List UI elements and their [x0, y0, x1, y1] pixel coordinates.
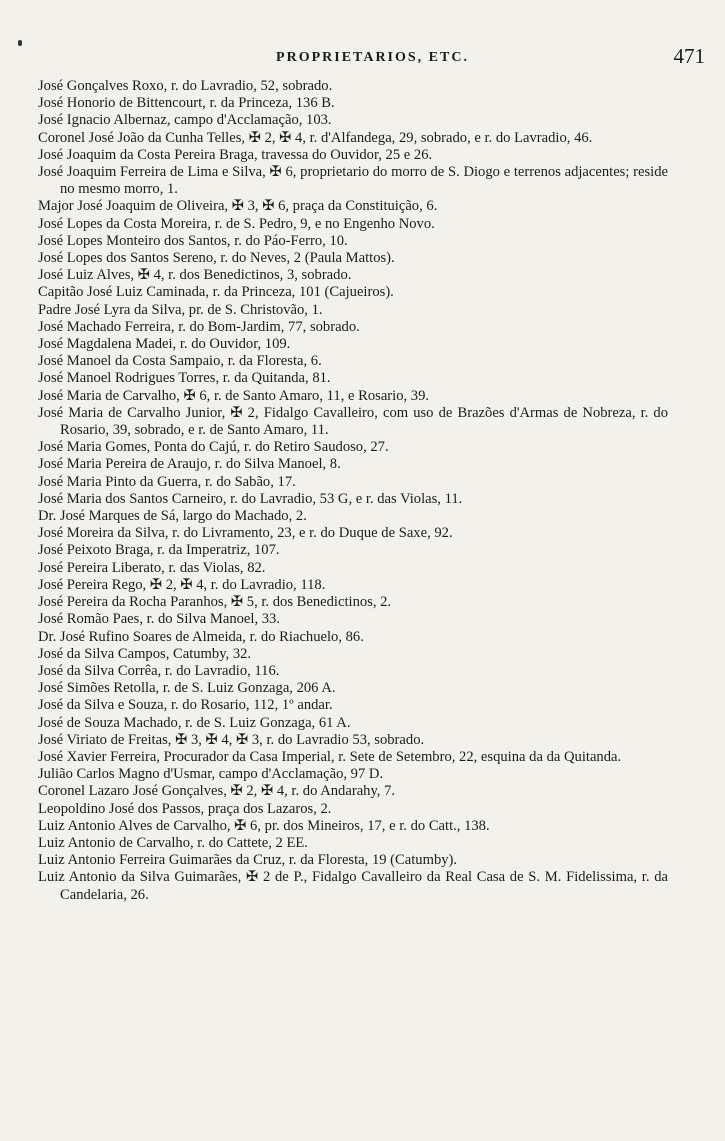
- directory-entry: José Manoel da Costa Sampaio, r. da Floresta, 6.: [38, 353, 322, 370]
- directory-entry: Luiz Antonio Ferreira Guimarães da Cruz, r. da Floresta, 19 (Catumby).: [38, 852, 458, 869]
- directory-entry: Dr. José Marques de Sá, largo do Machado, 2.: [38, 508, 307, 525]
- directory-entry: Major José Joaquim de Oliveira, ✠ 3, ✠ 6, praça da Constituição, 6.: [38, 198, 438, 215]
- directory-entry: Julião Carlos Magno d'Usmar, campo d'Acclamação, 97 D.: [38, 766, 384, 783]
- directory-entry: José Joaquim da Costa Pereira Braga, travessa do Ouvidor, 25 e 26.: [38, 146, 433, 163]
- directory-entry: Luiz Antonio de Carvalho, r. do Cattete, 2 EE.: [38, 834, 308, 851]
- directory-entry: José Pereira Rego, ✠ 2, ✠ 4, r. do Lavradio, 118.: [38, 576, 326, 593]
- directory-entry: Dr. José Rufino Soares de Almeida, r. do Riachuelo, 86.: [38, 628, 364, 645]
- directory-entry: José Pereira da Rocha Paranhos, ✠ 5, r. dos Benedictinos, 2.: [38, 594, 392, 611]
- directory-entry: José Lopes da Costa Moreira, r. de S. Pedro, 9, e no Engenho Novo.: [38, 215, 435, 232]
- directory-entry: José da Silva e Souza, r. do Rosario, 112, 1º andar.: [38, 697, 333, 714]
- directory-entry: José da Silva Campos, Catumby, 32.: [38, 645, 252, 662]
- directory-entry: José da Silva Corrêa, r. do Lavradio, 116.: [38, 662, 280, 679]
- page-header: [40, 44, 705, 74]
- directory-entry: José Honorio de Bittencourt, r. da Princeza, 136 B.: [38, 95, 335, 112]
- directory-entry: José Pereira Liberato, r. das Violas, 82.: [38, 559, 266, 576]
- directory-entry: José Manoel Rodrigues Torres, r. da Quitanda, 81.: [38, 370, 331, 387]
- directory-entry: José Gonçalves Roxo, r. do Lavradio, 52, sobrado.: [38, 78, 333, 94]
- directory-entry: José Luiz Alves, ✠ 4, r. dos Benedictinos, 3, sobrado.: [38, 267, 352, 284]
- directory-entries: [38, 78, 668, 904]
- directory-entry: José Simões Retolla, r. de S. Luiz Gonzaga, 206 A.: [38, 680, 336, 697]
- directory-entry: José Maria Pinto da Guerra, r. do Sabão, 17.: [38, 473, 296, 490]
- directory-entry: José Viriato de Freitas, ✠ 3, ✠ 4, ✠ 3, r. do Lavradio 53, sobrado.: [38, 731, 425, 748]
- directory-entry: Capitão José Luiz Caminada, r. da Princeza, 101 (Cajueiros).: [38, 284, 394, 301]
- directory-entry: José Xavier Ferreira, Procurador da Casa Imperial, r. Sete de Setembro, 22, esquina da da Quitanda.: [38, 748, 622, 765]
- directory-entry: Coronel Lazaro José Gonçalves, ✠ 2, ✠ 4, r. do Andarahy, 7.: [38, 783, 396, 800]
- directory-entry: José Joaquim Ferreira de Lima e Silva, ✠ 6, proprietario do morro de S. Diogo e terrenos adjacentes; reside no mesmo morro, 1.: [38, 164, 668, 198]
- directory-entry: José de Souza Machado, r. de S. Luiz Gonzaga, 61 A.: [38, 714, 351, 731]
- ink-speck: [18, 40, 22, 46]
- directory-entry: José Machado Ferreira, r. do Bom-Jardim, 77, sobrado.: [38, 318, 360, 335]
- directory-entry: José Lopes dos Santos Sereno, r. do Neves, 2 (Paula Mattos).: [38, 250, 395, 267]
- directory-entry: José Maria dos Santos Carneiro, r. do Lavradio, 53 G, e r. das Violas, 11.: [38, 490, 463, 507]
- directory-entry: José Maria de Carvalho, ✠ 6, r. de Santo Amaro, 11, e Rosario, 39.: [38, 387, 430, 404]
- directory-entry: José Maria de Carvalho Junior, ✠ 2, Fidalgo Cavalleiro, com uso de Brazões d'Armas de Nobreza, r. do Rosario, 39, sobrado, e r. de Santo Amaro, 11.: [38, 404, 668, 439]
- directory-entry: José Maria Gomes, Ponta do Cajú, r. do Retiro Saudoso, 27.: [38, 439, 389, 456]
- directory-entry: José Lopes Monteiro dos Santos, r. do Páo-Ferro, 10.: [38, 232, 348, 249]
- directory-entry: José Maria Pereira de Araujo, r. do Silva Manoel, 8.: [38, 456, 341, 473]
- directory-entry: Luiz Antonio da Silva Guimarães, ✠ 2 de P., Fidalgo Cavalleiro da Real Casa de S. M. Fidelissima, r. da Candelaria, 26.: [38, 869, 668, 903]
- directory-entry: Coronel José João da Cunha Telles, ✠ 2, ✠ 4, r. d'Alfandega, 29, sobrado, e r. do Lavradio, 46.: [38, 129, 593, 146]
- directory-entry: José Moreira da Silva, r. do Livramento, 23, e r. do Duque de Saxe, 92.: [38, 525, 453, 542]
- running-head: PROPRIETARIOS, ETC.: [276, 50, 469, 65]
- page-number: 471: [673, 44, 705, 68]
- directory-entry: Luiz Antonio Alves de Carvalho, ✠ 6, pr. dos Mineiros, 17, e r. do Catt., 138.: [38, 817, 490, 834]
- directory-entry: José Magdalena Madei, r. do Ouvidor, 109.: [38, 336, 291, 353]
- directory-entry: José Ignacio Albernaz, campo d'Acclamação, 103.: [38, 112, 332, 129]
- directory-entry: Leopoldino José dos Passos, praça dos Lazaros, 2.: [38, 800, 332, 817]
- directory-entry: Padre José Lyra da Silva, pr. de S. Christovão, 1.: [38, 301, 323, 318]
- directory-entry: José Peixoto Braga, r. da Imperatriz, 107.: [38, 542, 280, 559]
- directory-entry: José Romão Paes, r. do Silva Manoel, 33.: [38, 611, 280, 628]
